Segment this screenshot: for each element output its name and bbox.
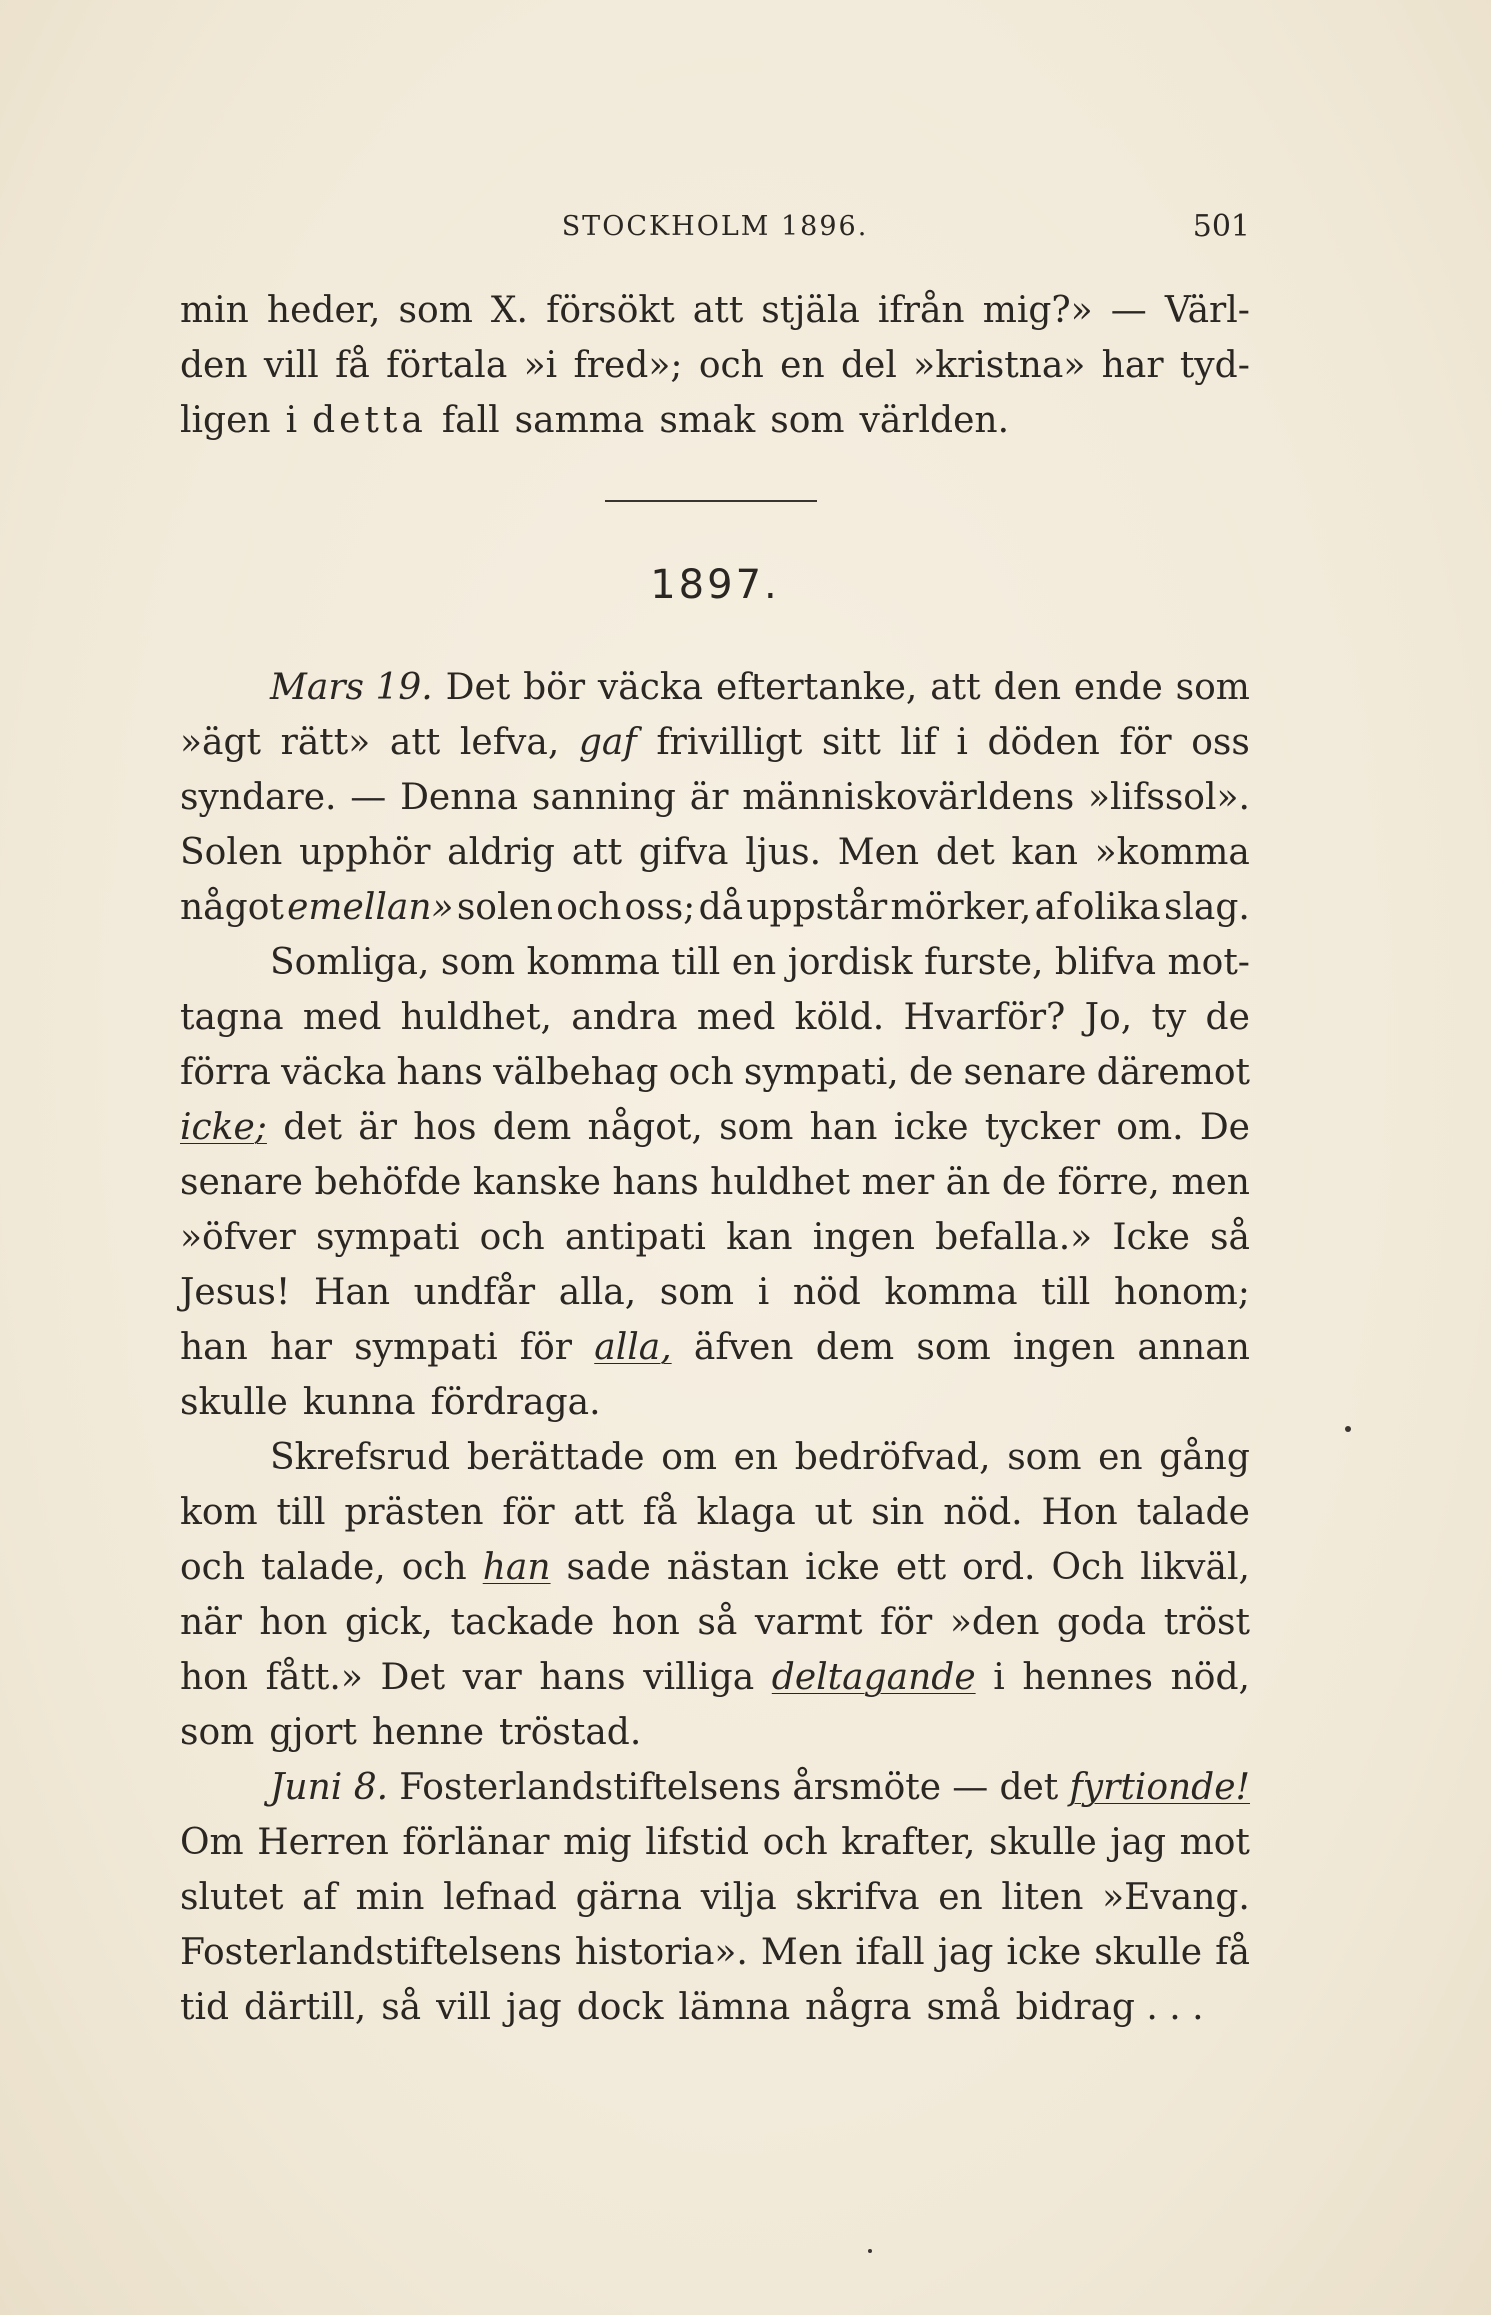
text-line: som gjort henne tröstad. [180,1712,642,1753]
text-line: när hon gick, tackade hon så varmt för »den goda tröst [180,1602,1250,1643]
page-number: 501 [1192,209,1250,244]
text-line: slutet af min lefnad gärna vilja skrifva en liten »Evang. [180,1877,1250,1918]
text-line: »ägt rätt» att lefva, gaf frivilligt sitt lif i döden för oss [180,722,1250,763]
section-divider [605,500,817,502]
paragraph-continuation [180,283,1250,448]
text-line: och talade, och han sade nästan icke ett ord. Och likväl, [180,1547,1250,1588]
text-line: Somliga, som komma till en jordisk furste, blifva mot- [270,942,1250,983]
paper-speck [1345,1426,1351,1432]
text-line: senare behöfde kanske hans huldhet mer än de förre, men [180,1162,1250,1203]
text-line: kom till prästen för att få klaga ut sin nöd. Hon talade [180,1492,1250,1533]
text-line: Mars 19. Det bör väcka eftertanke, att den ende som [180,660,1250,715]
entry-date: Juni 8. [270,1767,389,1808]
text-line: tagna med huldhet, andra med köld. Hvarför? Jo, ty de [180,997,1250,1038]
text-line: skulle kunna fördraga. [180,1382,601,1423]
text-line: hon fått.» Det var hans villiga deltagande i hennes nöd, [180,1657,1250,1698]
text-line: icke; det är hos dem något, som han icke tycker om. De [180,1107,1250,1148]
text-line: något emellan» solen och oss; då uppstår mörker, af olika slag. [180,887,1250,928]
text-line: tid därtill, så vill jag dock lämna några små bidrag . . . [180,1987,1204,2028]
diary-entries [180,660,1250,2035]
year-heading: 1897. [650,562,780,608]
paper-speck [868,2249,872,2253]
text-line: den vill få förtala »i fred»; och en del »kristna» har tyd- [180,345,1250,386]
text-line: »öfver sympati och antipati kan ingen befalla.» Icke så [180,1217,1250,1258]
text-line: Juni 8. Fosterlandstiftelsens årsmöte — det fyrtionde! [180,1760,1250,1815]
running-head [180,205,1250,249]
text-line: Om Herren förlänar mig lifstid och krafter, skulle jag mot [180,1822,1250,1863]
text-line: syndare. — Denna sanning är människovärldens »lifssol». [180,777,1250,818]
text-line: Solen upphör aldrig att gifva ljus. Men det kan »komma [180,832,1250,873]
entry-date: Mars 19. [270,667,433,708]
text-line: Jesus! Han undfår alla, som i nöd komma till honom; [180,1272,1250,1313]
text-line: Fosterlandstiftelsens historia». Men ifall jag icke skulle få [180,1932,1250,1973]
text-line: han har sympati för alla, äfven dem som ingen annan [180,1327,1250,1368]
running-title: STOCKHOLM 1896. [561,211,869,242]
text-line: min heder, som X. försökt att stjäla ifrån mig?» — Värl- [180,290,1250,331]
text-line: Skrefsrud berättade om en bedröfvad, som en gång [270,1437,1250,1478]
text-line: förra väcka hans välbehag och sympati, de senare däremot [180,1052,1250,1093]
text-line: ligen i detta fall samma smak som världen. [180,400,1010,441]
